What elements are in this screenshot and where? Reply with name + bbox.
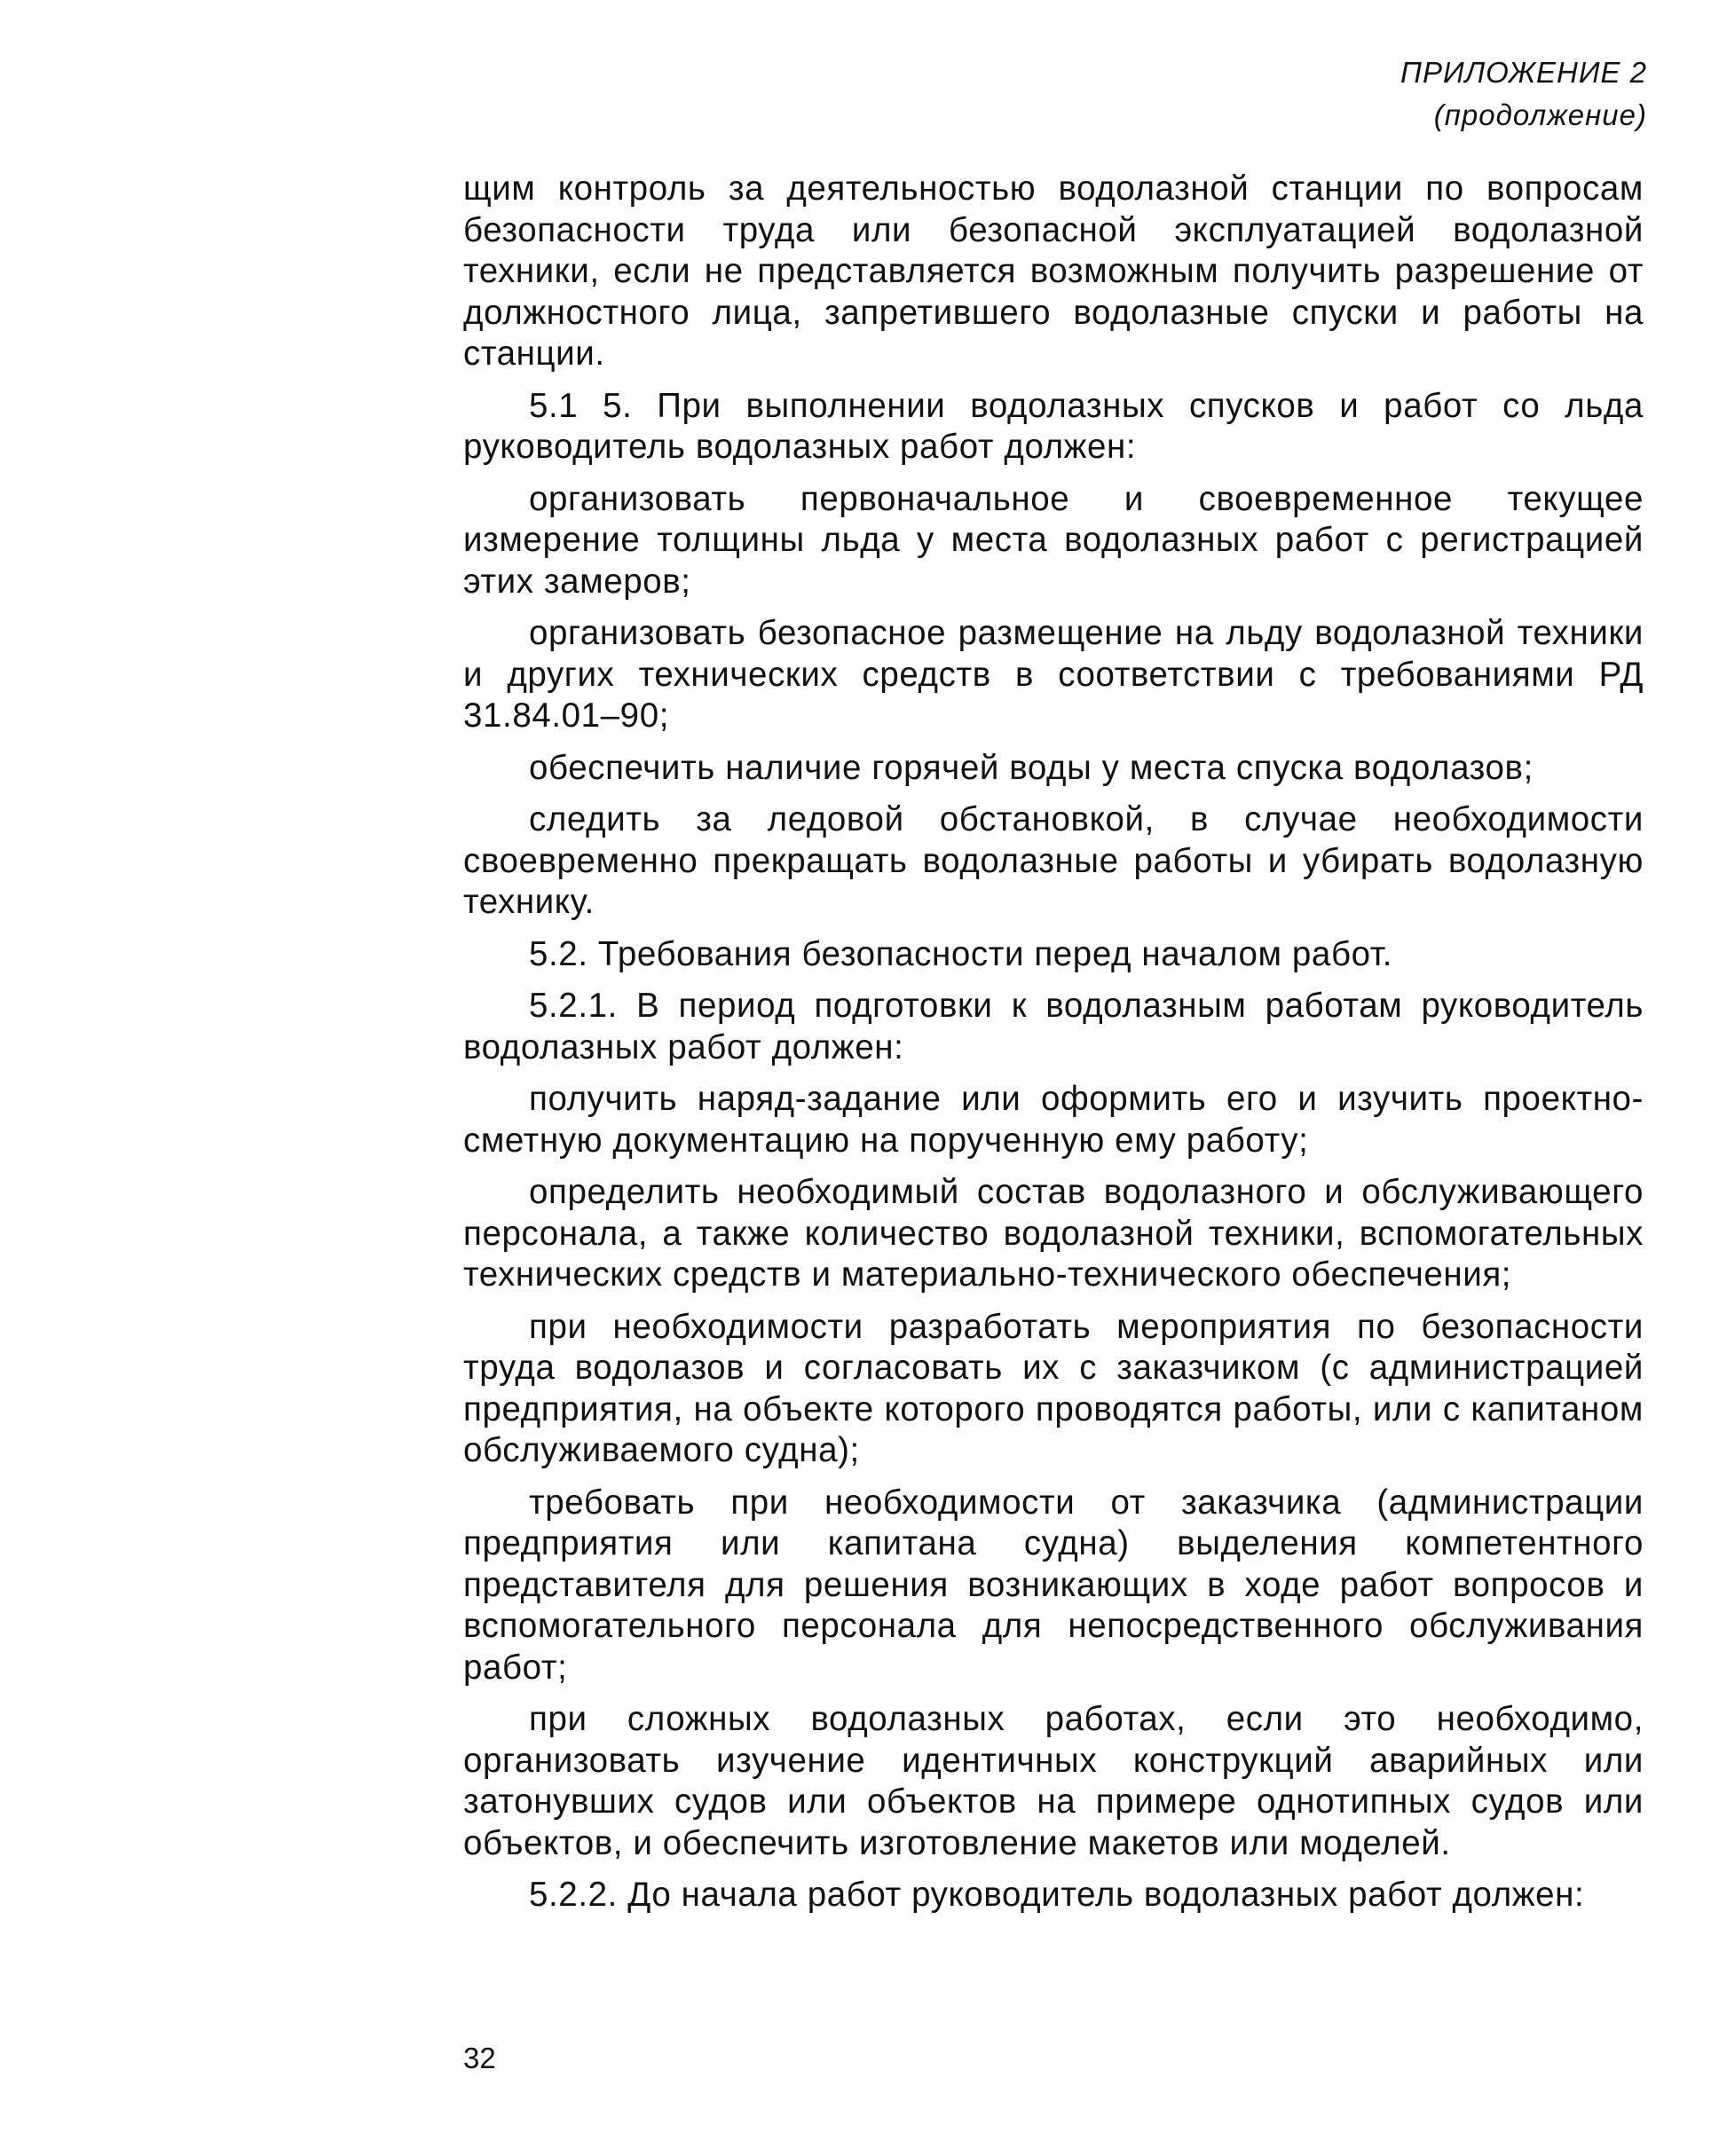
continuation-label: (продолжение) — [1433, 98, 1647, 131]
paragraph: 5.2.2. До начала работ руководитель водолазных работ должен: — [529, 1876, 1585, 1914]
paragraph: щим контроль за деятельностью водолазной станции по вопросам безопасности труда или безопасной эксплуатацией водолазной техники, если не представляется возможным получить разрешение от должностного лица, запретившего водолазные спуски и работы на станции. — [463, 169, 1644, 373]
paragraph: при сложных водолазных работах, если это необходимо, организовать изучение идентичных конструкций аварийных или затонувших судов или объектов на примере однотипных судов или объектов, и обеспечить изготовление макетов или моделей. — [463, 1700, 1644, 1862]
paragraph: организовать первоначальное и своевременное текущее измерение толщины льда у места водолазных работ с регистрацией этих замеров; — [463, 479, 1644, 601]
paragraph: организовать безопасное размещение на льду водолазной техники и других технических средств в соответствии с требованиями РД 31.84.01–90; — [463, 614, 1644, 735]
paragraph: 5.2.1. В период подготовки к водолазным работам руководитель водолазных работ должен: — [463, 987, 1644, 1066]
paragraph: 5.1 5. При выполнении водолазных спусков и работ со льда руководитель водолазных работ должен: — [463, 386, 1644, 466]
paragraph: при необходимости разработать мероприятия по безопасности труда водолазов и согласовать их с заказчиком (с администрацией предприятия, на объекте которого проводятся работы, или с капитаном обслуживаемого судна); — [463, 1307, 1644, 1469]
paragraph: получить наряд-задание или оформить его и изучить проектно-сметную документацию на порученную ему работу; — [463, 1080, 1644, 1160]
page-header — [1400, 51, 1647, 137]
paragraph: следить за ледовой обстановкой, в случае необходимости своевременно прекращать водолазные работы и убирать водолазную технику. — [463, 800, 1644, 921]
paragraph: обеспечить наличие горячей воды у места спуска водолазов; — [529, 748, 1534, 787]
paragraph: 5.2. Требования безопасности перед началом работ. — [529, 934, 1393, 973]
appendix-label: ПРИЛОЖЕНИЕ 2 — [1400, 56, 1647, 89]
paragraph: требовать при необходимости от заказчика (администрации предприятия или капитана судна) выделения компетентного представителя для решения возникающих в ходе работ вопросов и вспомогательного персонала для непосредственного обслуживания работ; — [463, 1483, 1644, 1687]
paragraph: определить необходимый состав водолазного и обслуживающего персонала, а также количество водолазной техники, вспомогательных технических средств и материально-технического обеспечения; — [463, 1173, 1644, 1294]
page-number: 32 — [463, 2042, 496, 2074]
document-body — [463, 169, 1644, 1927]
